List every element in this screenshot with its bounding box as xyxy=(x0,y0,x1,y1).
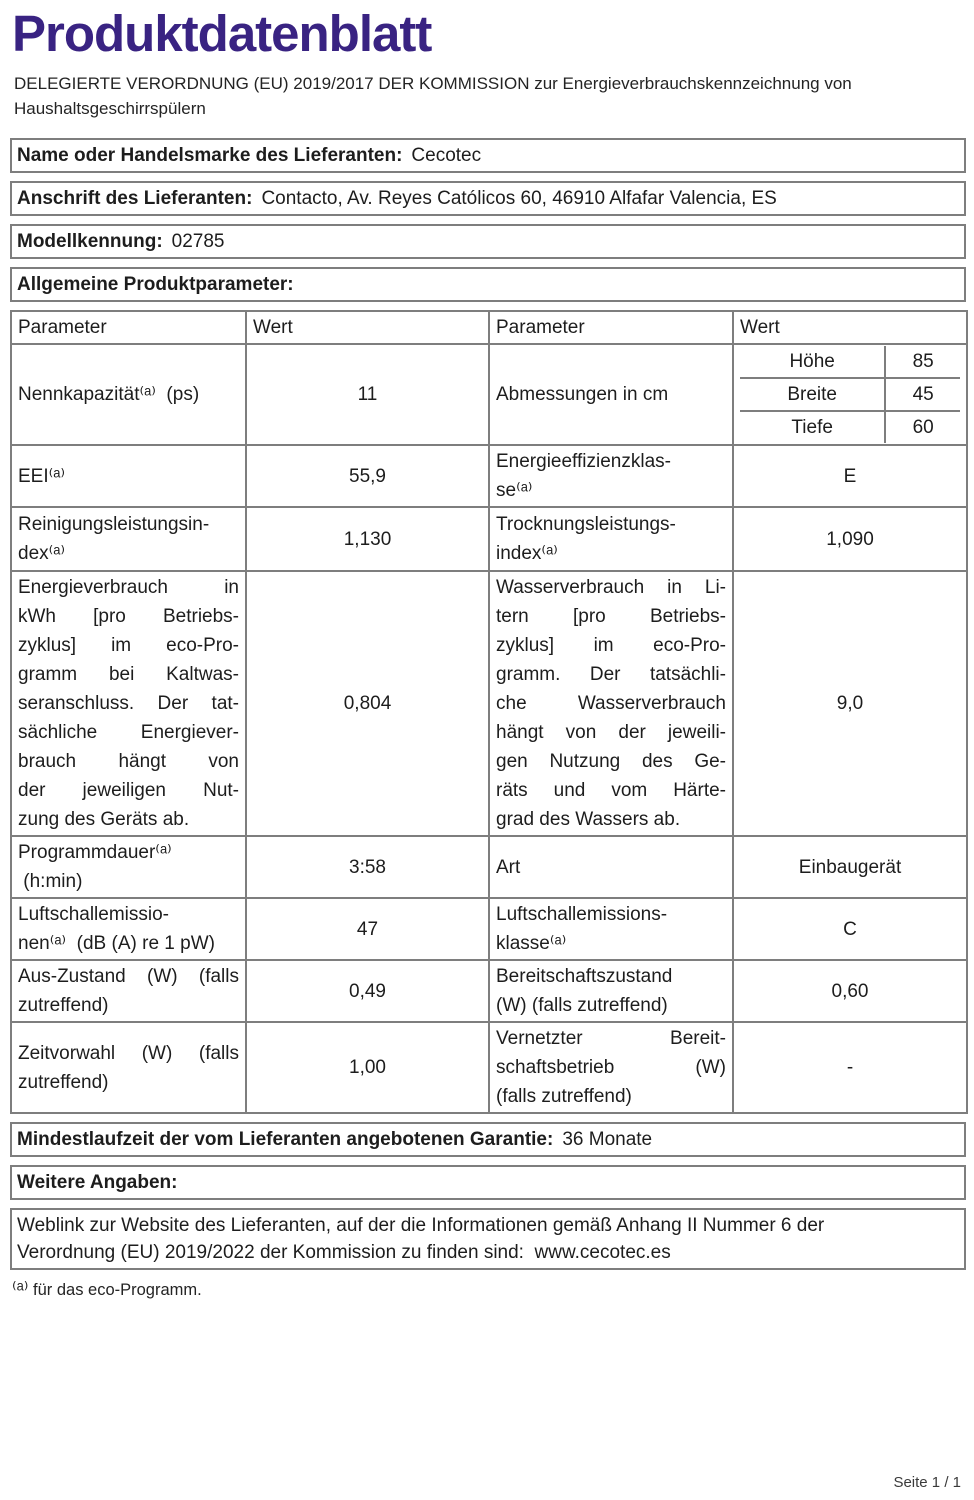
row-eei xyxy=(11,445,967,507)
supplier-address-label: Anschrift des Lieferanten: xyxy=(17,188,253,210)
dim-label: Höhe xyxy=(740,346,885,378)
networked-standby-value: - xyxy=(733,1022,967,1113)
row-cleaning-index xyxy=(11,507,967,571)
type-value: Einbaugerät xyxy=(733,836,967,898)
supplier-name-value: Cecotec xyxy=(411,145,482,167)
footnote-text: für das eco-Programm. xyxy=(33,1281,202,1300)
dim-value: 85 xyxy=(885,346,960,378)
supplier-name-label: Name oder Handelsmarke des Lieferanten: xyxy=(17,145,403,167)
col-header-wert-right: Wert xyxy=(733,311,967,344)
supplier-address-value: Contacto, Av. Reyes Católicos 60, 46910 Alfafar Valencia, ES xyxy=(261,188,777,210)
off-mode-value: 0,49 xyxy=(246,960,489,1022)
energy-class-param: Energieeffizienzklas- se⁽ᵃ⁾ xyxy=(489,445,733,507)
footnote-marker: ⁽ᵃ⁾ xyxy=(12,1279,29,1301)
dim-row-breite xyxy=(740,378,960,411)
off-mode-param: Aus-Zustand (W) (falls zutreffend) xyxy=(11,960,246,1022)
drying-index-param: Trocknungsleistungs- index⁽ᵃ⁾ xyxy=(489,507,733,571)
dim-row-tiefe xyxy=(740,411,960,443)
weblink-box: Weblink zur Website des Lieferanten, auf der die Informationen gemäß Anhang II Nummer 6 der Verordnung (EU) 2019/2022 der Kommission zu finden sind: www.cecotec.es xyxy=(10,1208,966,1270)
energy-class-value: E xyxy=(733,445,967,507)
model-id-label: Modellkennung: xyxy=(17,231,163,253)
water-consumption-value: 9,0 xyxy=(733,571,967,836)
standby-param: Bereitschaftszustand (W) (falls zutreffend) xyxy=(489,960,733,1022)
footnote xyxy=(12,1278,966,1301)
water-consumption-param: Wasserverbrauch in Li- tern [pro Betriebs- zyklus] im eco-Pro- gramm. Der tatsächli- che Wasserverbrauch hängt von der jeweili- gen Nutzung des Ge- räts und vom Härte- grad des Wassers ab. xyxy=(489,571,733,836)
page-footer: Seite 1 / 1 xyxy=(893,1474,961,1491)
page-title: Produktdatenblatt xyxy=(12,5,432,62)
table-header-row xyxy=(11,311,967,344)
dim-value: 60 xyxy=(885,411,960,443)
cleaning-index-param: Reinigungsleistungsin- dex⁽ᵃ⁾ xyxy=(11,507,246,571)
col-header-wert-left: Wert xyxy=(246,311,489,344)
energy-consumption-param: Energieverbrauch in kWh [pro Betriebs- zyklus] im eco-Pro- gramm bei Kaltwas- seranschluss. Der tat- sächliche Energiever- brauch hängt von der jeweiligen Nut- zung des Geräts ab. xyxy=(11,571,246,836)
eei-param: EEI⁽ᵃ⁾ xyxy=(18,465,66,487)
dimensions-table xyxy=(740,346,960,443)
drying-index-value: 1,090 xyxy=(733,507,967,571)
guarantee-value: 36 Monate xyxy=(562,1129,653,1151)
capacity-param: Nennkapazität⁽ᵃ⁾ (ps) xyxy=(18,384,200,406)
dim-value: 45 xyxy=(885,378,960,411)
duration-value: 3:58 xyxy=(246,836,489,898)
dim-row-hoehe xyxy=(740,346,960,378)
row-delay-start xyxy=(11,1022,967,1113)
delay-start-param: Zeitvorwahl (W) (falls zutreffend) xyxy=(11,1022,246,1113)
general-params-heading: Allgemeine Produktparameter: xyxy=(17,274,294,296)
col-header-parameter-left: Parameter xyxy=(11,311,246,344)
supplier-address-box xyxy=(10,181,966,216)
dimensions-param: Abmessungen in cm xyxy=(496,384,669,406)
col-header-parameter-right: Parameter xyxy=(489,311,733,344)
noise-class-param: Luftschallemissions- klasse⁽ᵃ⁾ xyxy=(489,898,733,960)
duration-param: Programmdauer⁽ᵃ⁾ (h:min) xyxy=(11,836,246,898)
cleaning-index-value: 1,130 xyxy=(246,507,489,571)
type-param: Art xyxy=(496,856,521,878)
noise-value: 47 xyxy=(246,898,489,960)
networked-standby-param: Vernetzter Bereit- schaftsbetrieb (W) (falls zutreffend) xyxy=(489,1022,733,1113)
eei-value: 55,9 xyxy=(246,445,489,507)
guarantee-box xyxy=(10,1122,966,1157)
capacity-value: 11 xyxy=(246,344,489,445)
row-capacity xyxy=(11,344,967,445)
more-info-heading-box xyxy=(10,1165,966,1200)
energy-consumption-value: 0,804 xyxy=(246,571,489,836)
delay-start-value: 1,00 xyxy=(246,1022,489,1113)
noise-class-value: C xyxy=(733,898,967,960)
general-params-heading-box xyxy=(10,267,966,302)
noise-param: Luftschallemissio- nen⁽ᵃ⁾ (dB (A) re 1 pW) xyxy=(11,898,246,960)
guarantee-label: Mindestlaufzeit der vom Lieferanten angebotenen Garantie: xyxy=(17,1129,554,1151)
model-id-value: 02785 xyxy=(171,231,225,253)
dim-label: Breite xyxy=(740,378,885,411)
more-info-heading: Weitere Angaben: xyxy=(17,1172,178,1194)
standby-value: 0,60 xyxy=(733,960,967,1022)
model-id-box xyxy=(10,224,966,259)
regulation-subtitle: DELEGIERTE VERORDNUNG (EU) 2019/2017 DER KOMMISSION zur Energieverbrauchskennzeichnung von Haushaltsgeschirrspülern xyxy=(14,74,852,119)
row-duration xyxy=(11,836,967,898)
main-parameters-table xyxy=(10,310,968,1114)
row-energy-consumption xyxy=(11,571,967,836)
row-off-mode xyxy=(11,960,967,1022)
row-noise xyxy=(11,898,967,960)
dim-label: Tiefe xyxy=(740,411,885,443)
supplier-name-box xyxy=(10,138,966,173)
